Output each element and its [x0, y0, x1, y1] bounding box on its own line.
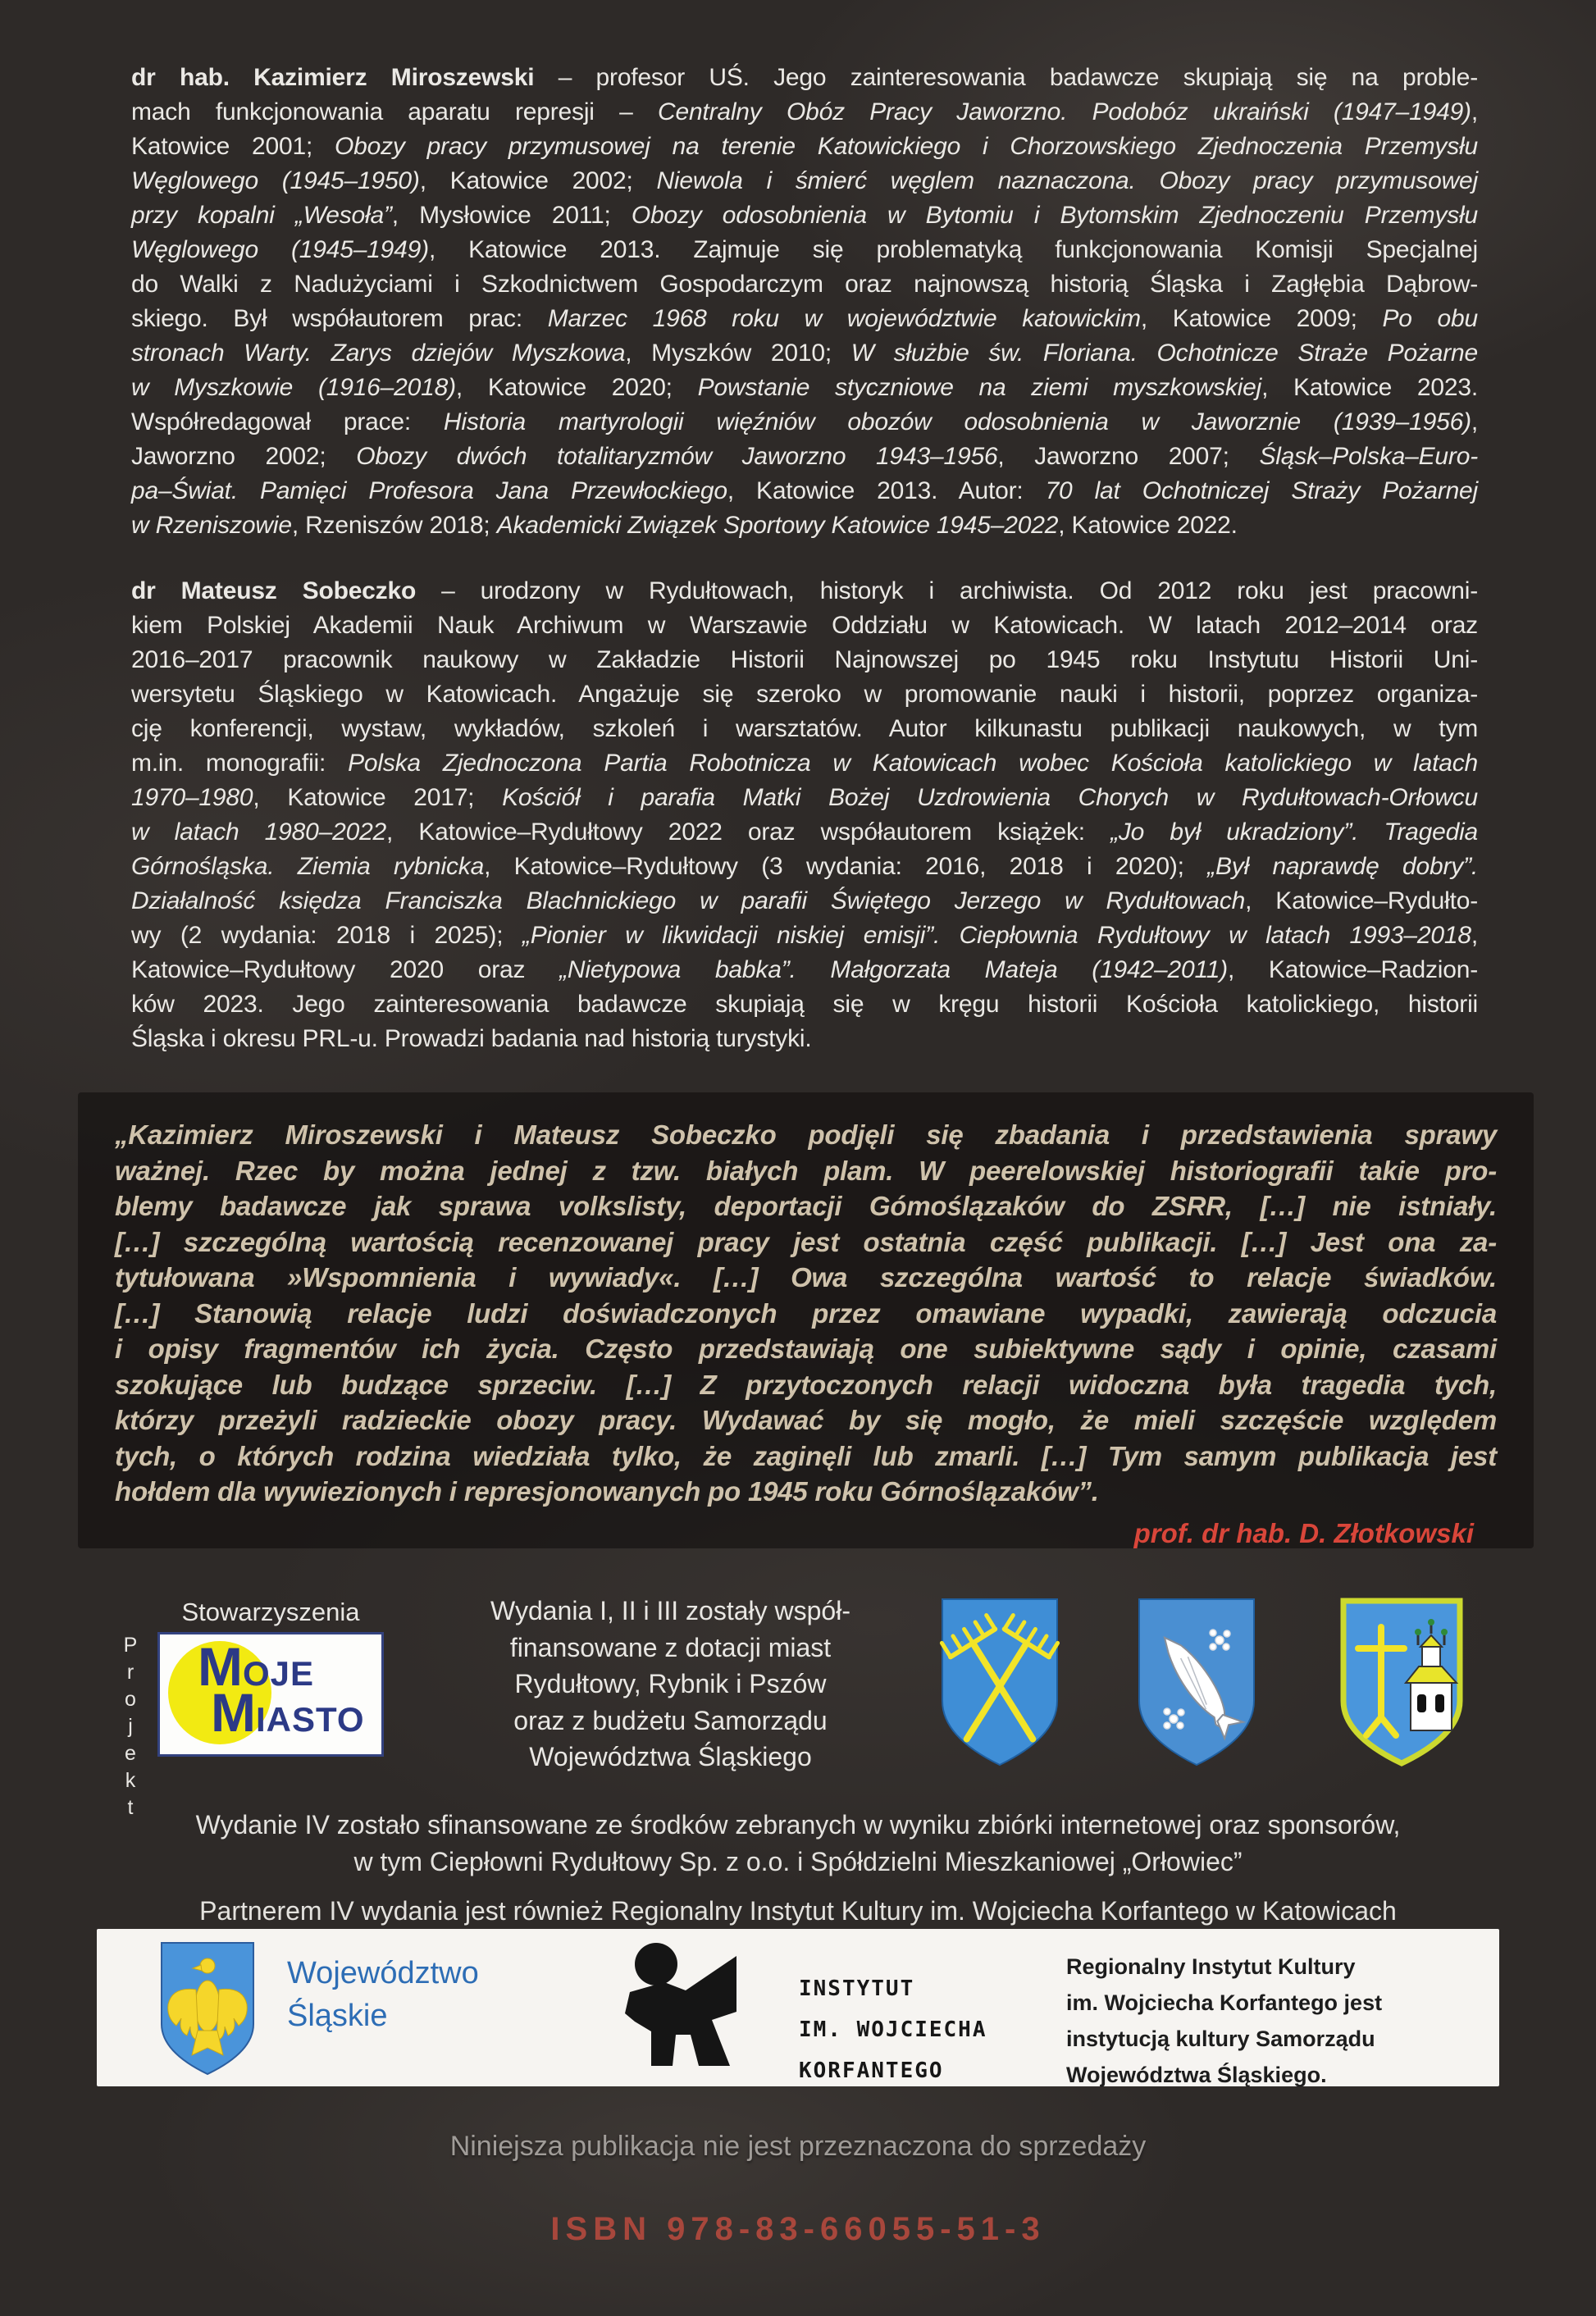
text-line: ważnej. Rzec by można jednej z tzw. białych plam. W peerelowskiej historiografii takie pro- [115, 1155, 1497, 1186]
review-quote-text [115, 1117, 1497, 1510]
text-line: INSTYTUT [799, 1976, 915, 2001]
text-line: przy kopalni „Wesoła”, Mysłowice 2011; Obozy odosobnienia w Bytomiu i Bytomskim Zjednoczeniu Przemysłu [131, 202, 1478, 229]
text-line: „Kazimierz Miroszewski i Mateusz Sobeczko podjęli się zbadania i przedstawienia sprawy [115, 1119, 1497, 1150]
text-line: finansowane z dotacji miast [509, 1632, 832, 1662]
text-line: ków 2023. Jego zainteresowania badawcze skupiają się w kręgu historii Kościoła katolickiego, historii [131, 991, 1478, 1018]
text-line: hołdem dla wywiezionych i represjonowanych po 1945 roku Górnoślązaków”. [115, 1476, 1099, 1507]
reviewer-signature: prof. dr hab. D. Złotkowski [1133, 1517, 1474, 1548]
text-line: którzy przeżyli radzieckie obozy pracy. Wydawać by się mogło, że mieli szczęście względem [115, 1405, 1497, 1435]
rydultowy-coat-of-arms-icon [937, 1594, 1062, 1770]
text-line: cję konferencji, wystaw, wykładów, szkoleń i warsztatów. Autor kilkunastu publikacji naukowych, w tym [131, 715, 1478, 742]
text-line: Województwa Śląskiego. [1066, 2063, 1327, 2087]
not-for-sale-note: Niniejsza publikacja nie jest przeznaczona do sprzedaży [449, 2131, 1147, 2162]
text-line: w latach 1980–2022, Katowice–Rydułtowy 2022 oraz współautorem książek: „Jo był ukradziony”. Tragedia [131, 818, 1479, 846]
text-line: Węglowego (1945–1950), Katowice 2002; Niewola i śmierć węglem naznaczona. Obozy pracy przymusowej [131, 167, 1478, 194]
text-line: w Myszkowie (1916–2018), Katowice 2020; Powstanie styczniowe na ziemi myszkowskiej, Katowice 2023. [131, 374, 1478, 401]
association-label: Stowarzyszenia [181, 1598, 360, 1626]
bio-sobeczko [131, 574, 1478, 1056]
text-line: im. Wojciecha Korfantego jest [1066, 1990, 1383, 2015]
text-line: m.in. monografii: Polska Zjednoczona Partia Robotnicza w Katowicach wobec Kościoła katolickiego w latach [131, 750, 1478, 777]
text-line: […] szczególną wartością recenzowanej pracy jest ostatnia część publikacji. […] Jest ona za- [115, 1226, 1497, 1257]
text-line: tych, o których rodzina wiedziała tylko, że zaginęli lub zmarli. […] Tym samym publikacja jest [115, 1440, 1497, 1471]
miasto-wordmark [211, 1682, 365, 1743]
text-line: blemy badawcze jak sprawa volkslisty, deportacji Gómoślązaków do ZSRR, […] nie istniały. [115, 1191, 1497, 1221]
text-line: i opisy fragmentów ich życia. Często przedstawiają one subiektywne sądy i opinie, czasami [115, 1334, 1497, 1364]
institutions-banner [97, 1929, 1499, 2086]
text-line: tytułowana »Wspomnienia i wywiady«. […] Owa szczególna wartość to relacje świadków. [115, 1262, 1497, 1292]
text-line: instytucją kultury Samorządu [1066, 2026, 1375, 2051]
text-line: Śląskie [287, 1999, 388, 2033]
text-line: Województwa Śląskiego [529, 1742, 812, 1771]
m-letter-icon: M [211, 1682, 256, 1743]
text-line: Wydania I, II i III zostały współ- [490, 1596, 850, 1625]
voivodeship-label [287, 1952, 479, 2037]
edition4-funding-note [0, 1807, 1596, 1881]
text-line: Rydułtowy, Rybnik i Pszów [514, 1669, 827, 1698]
text-line: dr Mateusz Sobeczko – urodzony w Rydułtowach, historyk i archiwista. Od 2012 roku jest pracowni- [131, 577, 1478, 604]
text-line: dr hab. Kazimierz Miroszewski – profesor UŚ. Jego zainteresowania badawcze skupiają się na proble- [131, 64, 1478, 91]
text-line: 1970–1980, Katowice 2017; Kościół i parafia Matki Bożej Uzdrowienia Chorych w Rydułtowach-Orłowcu [131, 784, 1478, 811]
rybnik-coat-of-arms-icon [1134, 1594, 1259, 1770]
text-line: […] Stanowią relacje ludzi doświadczonych przez omawiane wypadki, zawierają odczucia [115, 1297, 1497, 1329]
text-line: Śląska i okresu PRL-u. Prowadzi badania nad historią turystyki. [131, 1025, 812, 1052]
text-line: Jaworzno 2002; Obozy dwóch totalitaryzmów Jaworzno 1943–1956, Jaworzno 2007; Śląsk–Polska–Euro- [131, 443, 1478, 470]
editions-funding-note [447, 1593, 894, 1776]
text-line: stronach Warty. Zarys dziejów Myszkowa, Myszków 2010; W służbie św. Floriana. Ochotnicze Straże Pożarne [131, 340, 1478, 367]
korfanty-institute-logo-icon [613, 1940, 753, 2076]
text-line: w Rzeniszowie, Rzeniszów 2018; Akademicki Związek Sportowy Katowice 1945–2022, Katowice 2022. [131, 512, 1238, 539]
isbn-number: ISBN 978-83-66055-51-3 [550, 2211, 1046, 2247]
text-line: wersytetu Śląskiego w Katowicach. Angażuje się szeroko w promowanie nauki i historii, poprzez organiza- [131, 681, 1478, 708]
iasto-letters: IASTO [255, 1700, 365, 1739]
text-line: oraz z budżetu Samorządu [513, 1705, 828, 1735]
text-line: Współredagował prace: Historia martyrologii więźniów obozów odosobnienia w Jaworznie (1939–1956), [131, 408, 1478, 435]
moje-miasto-logo [157, 1632, 384, 1757]
text-line: IM. WOJCIECHA [799, 2017, 987, 2042]
text-line: KORFANTEGO [799, 2058, 944, 2083]
text-line: w tym Ciepłowni Rydułtowy Sp. z o.o. i Spółdzielni Mieszkaniowej „Orłowiec” [353, 1847, 1243, 1876]
text-line: skiego. Był współautorem prac: Marzec 1968 roku w województwie katowickim, Katowice 2009; Po obu [131, 305, 1478, 332]
text-line: Działalność księdza Franciszka Blachnickiego w parafii Świętego Jerzego w Rydułtowach, Katowice–Rydułto- [131, 887, 1478, 914]
institute-description [1066, 1949, 1382, 2093]
partner-note: Partnerem IV wydania jest również Regionalny Instytut Kultury im. Wojciecha Korfantego w Katowicach [199, 1896, 1397, 1926]
bio-miroszewski [131, 61, 1478, 543]
text-line: wy (2 wydania: 2018 i 2025); „Pionier w likwidacji niskiej emisji”. Ciepłownia Rydułtowy w latach 1993–2018, [131, 922, 1478, 949]
text-line: Regionalny Instytut Kultury [1066, 1954, 1356, 1979]
text-line: mach funkcjonowania aparatu represji – Centralny Obóz Pracy Jaworzno. Podobóz ukraiński (1947–1949), [131, 98, 1478, 125]
institute-name-label [799, 1968, 987, 2091]
text-line: Górnośląska. Ziemia rybnicka, Katowice–Rydułtowy (3 wydania: 2016, 2018 i 2020); „Był naprawdę dobry”. [131, 853, 1478, 880]
pszow-coat-of-arms-icon [1337, 1594, 1466, 1770]
text-line: Wydanie IV zostało sfinansowane ze środków zebranych w wyniku zbiórki internetowej oraz sponsorów, [195, 1810, 1401, 1840]
text-line: Węglowego (1945–1949), Katowice 2013. Zajmuje się problematyką funkcjonowania Komisji Specjalnej [131, 236, 1478, 263]
project-vertical-label: Projekt [119, 1634, 142, 1823]
review-quote-box [78, 1092, 1534, 1548]
text-line: Katowice–Rydułtowy 2020 oraz „Nietypowa babka”. Małgorzata Mateja (1942–2011), Katowice–Radzion- [131, 956, 1478, 983]
text-line: Województwo [287, 1956, 479, 1990]
oje-letters: OJE [242, 1654, 315, 1693]
m-letter-icon: M [198, 1636, 243, 1697]
silesia-coat-of-arms-icon [157, 1939, 258, 2078]
text-line: do Walki z Nadużyciami i Szkodnictwem Gospodarczym oraz najnowszą historią Śląska i Zagłębia Dąbrow- [131, 271, 1478, 298]
text-line: 2016–2017 pracownik naukowy w Zakładzie Historii Najnowszej po 1945 roku Instytutu Historii Uni- [131, 646, 1478, 673]
text-line: Katowice 2001; Obozy pracy przymusowej na terenie Katowickiego i Chorzowskiego Zjednoczenia Przemysłu [131, 133, 1478, 160]
text-line: kiem Polskiej Akademii Nauk Archiwum w Warszawie Oddziału w Katowicach. W latach 2012–2014 oraz [131, 612, 1478, 639]
text-line: szokujące lub budzące sprzeciw. […] Z przytoczonych relacji widoczna była tragedia tych, [115, 1369, 1497, 1400]
text-line: pa–Świat. Pamięci Profesora Jana Przewłockiego, Katowice 2013. Autor: 70 lat Ochotniczej Straży Pożarnej [131, 477, 1478, 504]
